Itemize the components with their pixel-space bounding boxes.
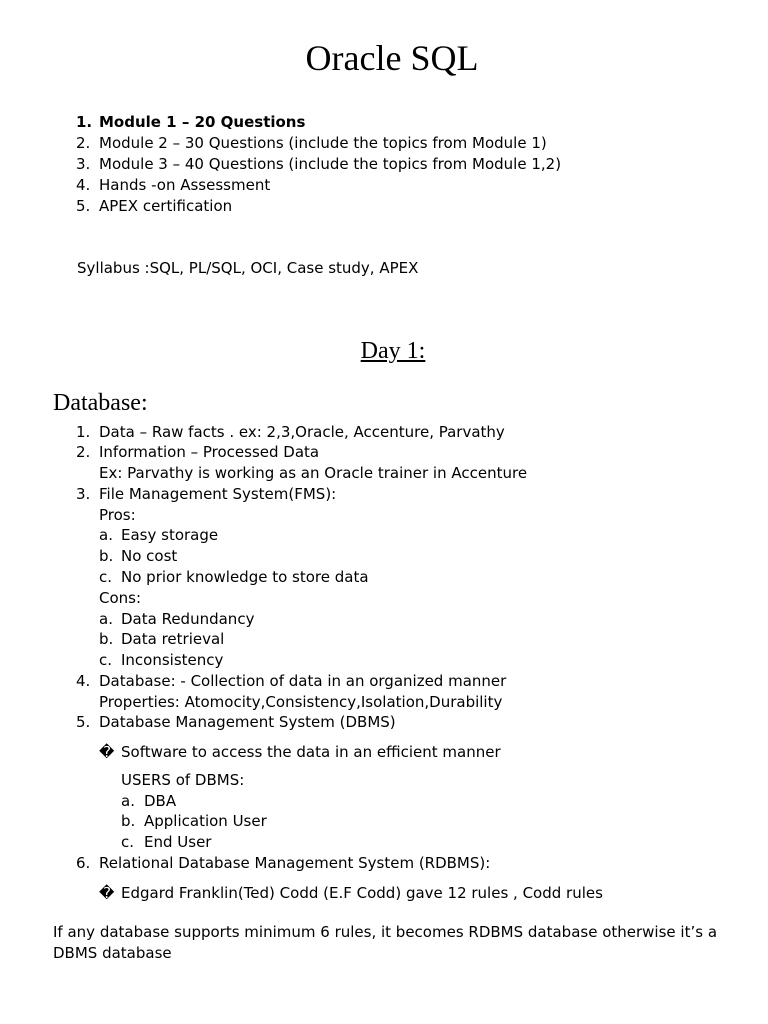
sub-list-text: No prior knowledge to store data [121, 568, 369, 586]
sub-list-text: Inconsistency [121, 651, 224, 669]
bullet-icon: � [99, 884, 115, 902]
list-number: 5. [76, 713, 91, 731]
properties-text: Properties: Atomocity,Consistency,Isolation,Durability [99, 693, 503, 711]
list-text: Module 3 – 40 Questions (include the topics from Module 1,2) [99, 155, 562, 173]
cons-label: Cons: [99, 589, 142, 607]
example-text: Ex: Parvathy is working as an Oracle trainer in Accenture [99, 464, 528, 482]
list-number: 6. [76, 854, 91, 872]
sub-list-text: No cost [121, 547, 178, 565]
list-text: Module 2 – 30 Questions (include the topics from Module 1) [99, 134, 547, 152]
list-number: 2. [76, 443, 91, 461]
list-text: Data – Raw facts . ex: 2,3,Oracle, Accenture, Parvathy [99, 423, 505, 441]
list-number: 4. [76, 672, 91, 690]
sub-list-letter: b. [99, 630, 114, 648]
sub-list-text: Data retrieval [121, 630, 225, 648]
list-number: 1. [76, 423, 91, 441]
sub-list-letter: a. [121, 792, 135, 810]
bullet-icon: � [99, 743, 115, 761]
list-text: Relational Database Management System (RDBMS): [99, 854, 491, 872]
bullet-text: Edgard Franklin(Ted) Codd (E.F Codd) gave 12 rules , Codd rules [121, 884, 603, 902]
sub-list-letter: c. [121, 833, 135, 851]
list-number: 3. [76, 485, 91, 503]
sub-list-text: Application User [144, 812, 267, 830]
list-number: 1. [76, 113, 93, 131]
section-heading-database: Database: [53, 390, 148, 416]
syllabus-line: Syllabus :SQL, PL/SQL, OCI, Case study, APEX [77, 259, 419, 277]
list-text: Hands -on Assessment [99, 176, 271, 194]
closing-paragraph: If any database supports minimum 6 rules, it becomes RDBMS database otherwise it’s a DBMS database [53, 923, 718, 962]
sub-list-letter: a. [99, 526, 113, 544]
list-number: 2. [76, 134, 91, 152]
sub-list-letter: b. [99, 547, 114, 565]
list-text: Module 1 – 20 Questions [99, 113, 306, 131]
list-text: File Management System(FMS): [99, 485, 337, 503]
bullet-text: Software to access the data in an efficient manner [121, 743, 501, 761]
list-text: APEX certification [99, 197, 233, 215]
sub-list-text: Data Redundancy [121, 610, 255, 628]
list-number: 4. [76, 176, 91, 194]
users-label: USERS of DBMS: [121, 771, 245, 789]
list-number: 3. [76, 155, 91, 173]
sub-list-text: DBA [144, 792, 177, 810]
sub-list-letter: a. [99, 610, 113, 628]
day-heading: Day 1: [360, 338, 426, 364]
list-text: Database Management System (DBMS) [99, 713, 396, 731]
sub-list-letter: c. [99, 651, 113, 669]
list-text: Information – Processed Data [99, 443, 320, 461]
sub-list-letter: c. [99, 568, 113, 586]
sub-list-text: Easy storage [121, 526, 219, 544]
pros-label: Pros: [99, 506, 136, 524]
list-number: 5. [76, 197, 91, 215]
sub-list-letter: b. [121, 812, 136, 830]
page-title: Oracle SQL [305, 38, 479, 78]
sub-list-text: End User [144, 833, 212, 851]
list-text: Database: - Collection of data in an organized manner [99, 672, 507, 690]
